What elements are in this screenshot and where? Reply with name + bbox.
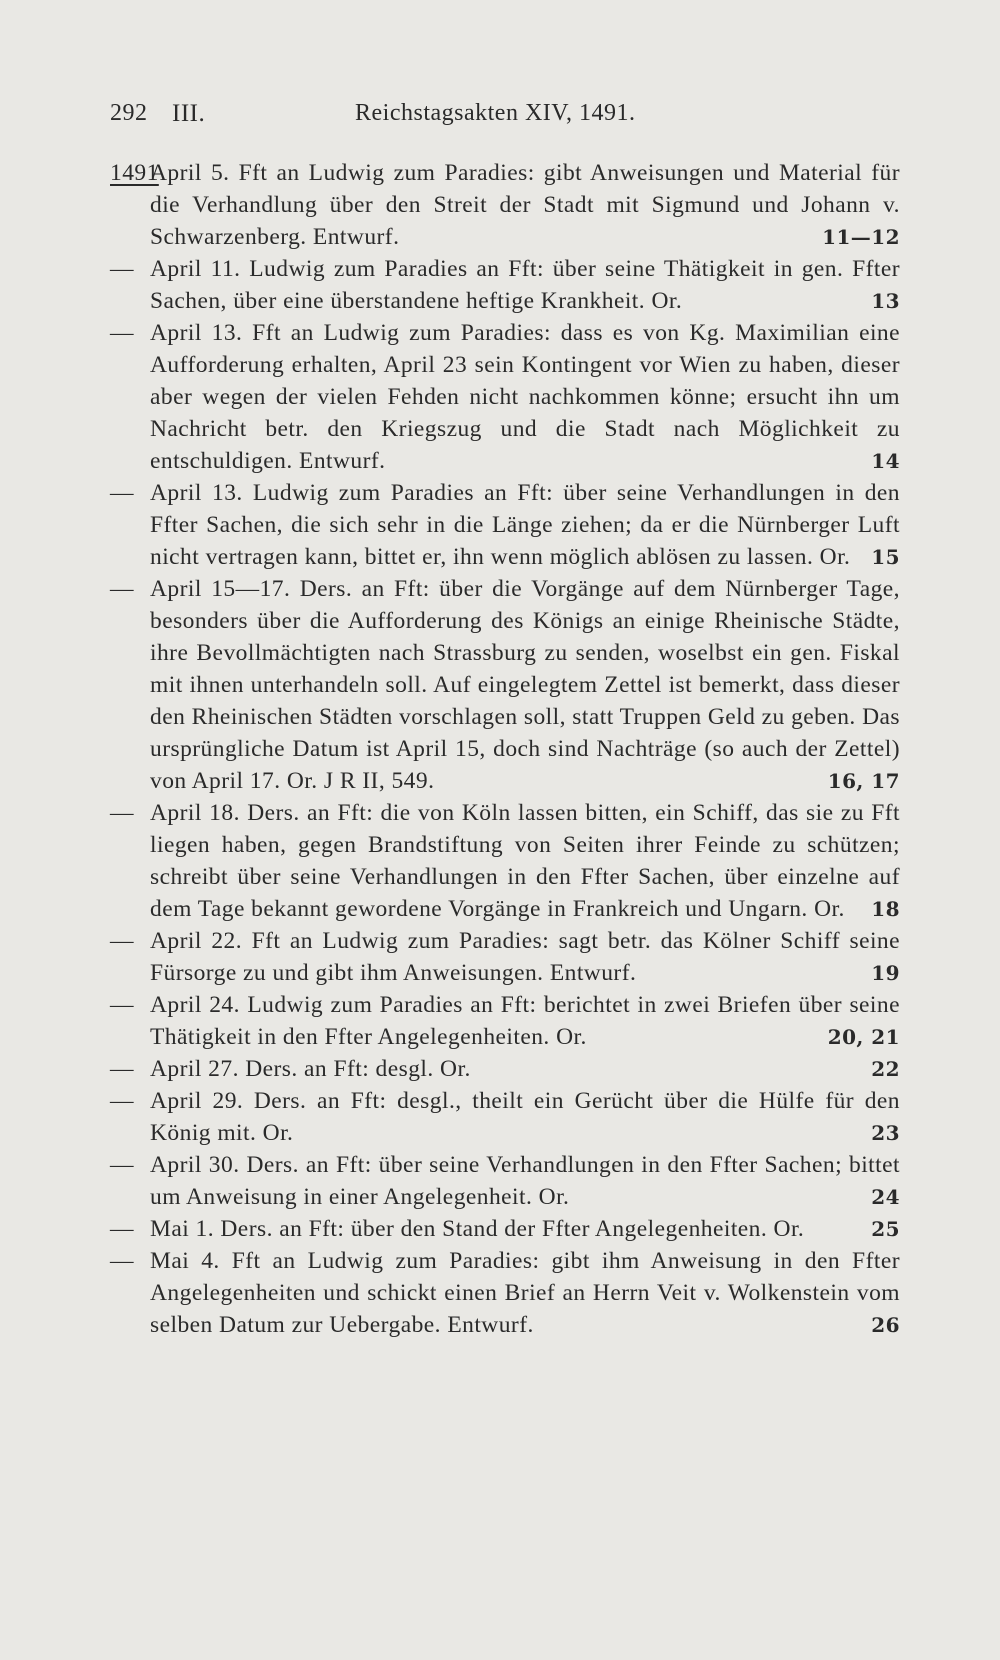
entry-dash: — [110, 928, 134, 954]
entry-date: April 15—17. [150, 576, 291, 602]
entry-year: 1491 [110, 160, 159, 186]
regest-entry [110, 157, 900, 253]
regest-entry [110, 253, 900, 317]
entry-reference-number: 22 [871, 1057, 900, 1081]
entry-reference-number: 11—12 [822, 225, 900, 249]
entry-date: April 18. [150, 800, 240, 826]
entry-reference-number: 24 [871, 1185, 900, 1209]
entry-text: Ludwig zum Paradies an Fft: berichtet in zwei Briefen über seine Thätigkeit in den Ffter Angelegenheiten. Or. [150, 992, 900, 1050]
entry-text: Ders. an Fft: über seine Verhandlungen in den Ffter Sachen; bittet um Anweisung in einer Angelegenheit. Or. [150, 1152, 900, 1210]
entry-text: Fft an Ludwig zum Paradies: gibt Anweisungen und Material für die Verhandlung über den Streit der Stadt mit Sigmund und Johann v. Schwarzenberg. Entwurf. [150, 160, 901, 250]
entry-dash: — [110, 800, 134, 826]
running-title: Reichstagsakten XIV, 1491. [355, 100, 636, 126]
entry-text: Ders. an Fft: über die Vorgänge auf dem Nürnberger Tage, besonders über die Aufforderung des Königs an einige Rheinische Städte, ihre Bevollmächtigten nach Strassburg zu senden, woselbst ein gen. Fiskal mit ihnen unterhandeln soll. Auf eingelegtem Zettel ist bemerkt, dass dieser den Rheinischen Städten vorschlagen soll, statt Truppen Geld zu geben. Das ursprüngliche Datum ist April 15, doch sind Nachträge (so auch der Zettel) von April 17. Or. J R II, 549. [150, 576, 901, 794]
page-number: 292 [110, 100, 148, 126]
entry-dash: — [110, 992, 134, 1018]
entry-dash: — [110, 1056, 134, 1082]
regest-entry [110, 573, 900, 797]
regest-entry [110, 317, 900, 477]
regest-entry [110, 1245, 900, 1341]
entry-text: Ludwig zum Paradies an Fft: über seine Thätigkeit in gen. Ffter Sachen, über eine überstandene heftige Krankheit. Or. [150, 256, 900, 314]
entry-date: April 27. [150, 1056, 239, 1082]
regest-entry [110, 1085, 900, 1149]
regesta-list [110, 157, 900, 1341]
entry-text: Fft an Ludwig zum Paradies: dass es von Kg. Maximilian eine Aufforderung erhalten, April 23 sein Kontingent vor Wien zu haben, dieser aber wegen der vielen Fehden nicht nachkommen könne; ersucht ihn um Nachricht betr. den Kriegszug und die Stadt nach Möglichkeit zu entschuldigen. Entwurf. [150, 320, 901, 474]
entry-reference-number: 19 [871, 961, 900, 985]
entry-date: April 11. [150, 256, 241, 282]
entry-date: April 30. [150, 1152, 240, 1178]
entry-dash: — [110, 1216, 134, 1242]
entry-reference-number: 23 [871, 1121, 900, 1145]
running-header [110, 100, 670, 140]
entry-date: April 5. [150, 160, 230, 186]
regest-entry [110, 797, 900, 925]
entry-dash: — [110, 1088, 134, 1114]
entry-date: April 13. [150, 320, 243, 346]
entry-date: April 29. [150, 1088, 244, 1114]
entry-reference-number: 20, 21 [827, 1025, 900, 1049]
entry-date: April 13. [150, 480, 243, 506]
entry-reference-number: 16, 17 [827, 769, 900, 793]
entry-dash: — [110, 1248, 134, 1274]
entry-dash: — [110, 480, 134, 506]
entry-reference-number: 26 [871, 1313, 900, 1337]
part-number: III. [172, 100, 206, 127]
entry-date: April 22. [150, 928, 243, 954]
entry-date: April 24. [150, 992, 240, 1018]
entry-reference-number: 25 [871, 1217, 900, 1241]
entry-reference-number: 13 [871, 289, 900, 313]
entry-reference-number: 15 [871, 545, 900, 569]
regest-entry [110, 989, 900, 1053]
regest-entry [110, 925, 900, 989]
entry-text: Ders. an Fft: über den Stand der Ffter Angelegenheiten. Or. [220, 1216, 805, 1242]
entry-date: Mai 1. [150, 1216, 215, 1242]
regest-entry [110, 1053, 900, 1085]
entry-text: Ders. an Fft: desgl. Or. [245, 1056, 471, 1082]
regest-entry [110, 1213, 900, 1245]
entry-text: Ders. an Fft: desgl., theilt ein Gerücht über die Hülfe für den König mit. Or. [150, 1088, 900, 1146]
entry-text: Ludwig zum Paradies an Fft: über seine Verhandlungen in den Ffter Sachen, die sich sehr in die Länge ziehen; da er die Nürnberger Luft nicht vertragen kann, bittet er, ihn wenn möglich ablösen zu lassen. Or. [150, 480, 900, 570]
entry-text: Fft an Ludwig zum Paradies: sagt betr. das Kölner Schiff seine Fürsorge zu und gibt ihm Anweisungen. Entwurf. [150, 928, 901, 986]
entry-text: Fft an Ludwig zum Paradies: gibt ihm Anweisung in den Ffter Angelegenheiten und schickt einen Brief an Herrn Veit v. Wolkenstein vom selben Datum zur Uebergabe. Entwurf. [150, 1248, 900, 1338]
entry-dash: — [110, 576, 134, 602]
entry-reference-number: 14 [871, 449, 900, 473]
entry-reference-number: 18 [871, 897, 900, 921]
regest-entry [110, 1149, 900, 1213]
entry-dash: — [110, 1152, 134, 1178]
entry-date: Mai 4. [150, 1248, 220, 1274]
entry-text: Ders. an Fft: die von Köln lassen bitten, ein Schiff, das sie zu Fft liegen haben, gegen Brandstiftung von Seiten ihrer Feinde zu schützen; schreibt über seine Verhandlungen in den Ffter Sachen, über einzelne auf dem Tage bekannt gewordene Vorgänge in Frankreich und Ungarn. Or. [150, 800, 900, 922]
regest-entry [110, 477, 900, 573]
entry-dash: — [110, 256, 134, 282]
entry-dash: — [110, 320, 134, 346]
